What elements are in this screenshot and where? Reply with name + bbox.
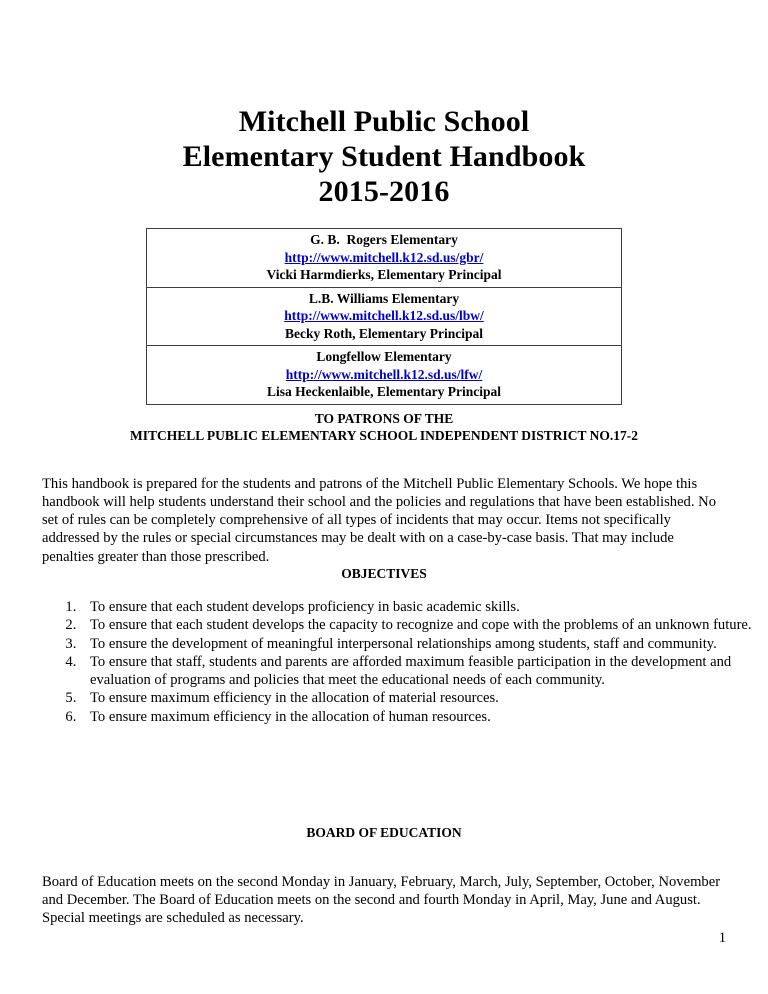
school-name: G. B. Rogers Elementary [310,232,458,247]
list-item: 6. To ensure maximum efficiency in the allocation of human resources. [80,708,766,726]
school-name: L.B. Williams Elementary [308,290,460,306]
title-line-1: Mitchell Public School [238,105,530,138]
page-title [42,104,726,209]
school-website-link[interactable]: http://www.mitchell.k12.sd.us/lbw/ [284,308,484,323]
patrons-heading-line-2: MITCHELL PUBLIC ELEMENTARY SCHOOL INDEPENDENT DISTRICT NO.17-2 [130,428,638,443]
school-name: Longfellow Elementary [316,349,452,364]
list-item: 5. To ensure maximum efficiency in the allocation of material resources. [80,689,766,707]
table-row [147,229,622,288]
school-cell-lfw [147,346,622,405]
objectives-heading [42,565,726,582]
school-website-link[interactable]: http://www.mitchell.k12.sd.us/gbr/ [284,249,484,265]
list-item: 2. To ensure that each student develops the capacity to recognize and cope with the problems of an unknown future. [80,616,766,634]
list-item: 4. To ensure that staff, students and parents are afforded maximum feasible participation in the development and evaluation of programs and policies that meet the educational needs of each community. [80,653,766,690]
list-item: 3. To ensure the development of meaningful interpersonal relationships among students, staff and community. [80,635,766,653]
title-line-2: Elementary Student Handbook [182,140,586,173]
schools-table [146,228,622,405]
table-row [147,287,622,346]
school-principal: Lisa Heckenlaible, Elementary Principal [267,384,501,399]
school-cell-gbr [147,229,622,288]
board-of-education-heading-label: BOARD OF EDUCATION [306,825,462,840]
objectives-heading-label: OBJECTIVES [341,566,427,581]
school-principal: Vicki Harmdierks, Elementary Principal [266,267,502,282]
board-of-education-heading [42,824,726,841]
table-row [147,346,622,405]
school-website-link[interactable]: http://www.mitchell.k12.sd.us/lfw/ [285,366,483,382]
school-cell-lbw [147,287,622,346]
school-principal: Becky Roth, Elementary Principal [285,325,483,341]
patrons-heading-line-1: TO PATRONS OF THE [314,411,454,426]
list-item: 1. To ensure that each student develops proficiency in basic academic skills. [80,598,766,616]
intro-paragraph: This handbook is prepared for the students and patrons of the Mitchell Public Elementary Schools. We hope this handbook will help students understand their school and the policies and regulations that have been established. No set of rules can be completely comprehensive of all types of incidents that may occur. Items not specifically addressed by the rules or special circumstances may be dealt with on a case-by-case basis. That may include penalties greater than those prescribed. [42,475,716,565]
patrons-heading [42,410,726,444]
page-number: 1 [718,930,726,946]
objectives-list [42,598,766,726]
board-of-education-paragraph: Board of Education meets on the second Monday in January, February, March, July, September, October, November and December. The Board of Education meets on the second and fourth Monday in April, May, June and August. Special meetings are scheduled as necessary. [42,873,721,927]
title-line-3: 2015-2016 [318,175,450,208]
